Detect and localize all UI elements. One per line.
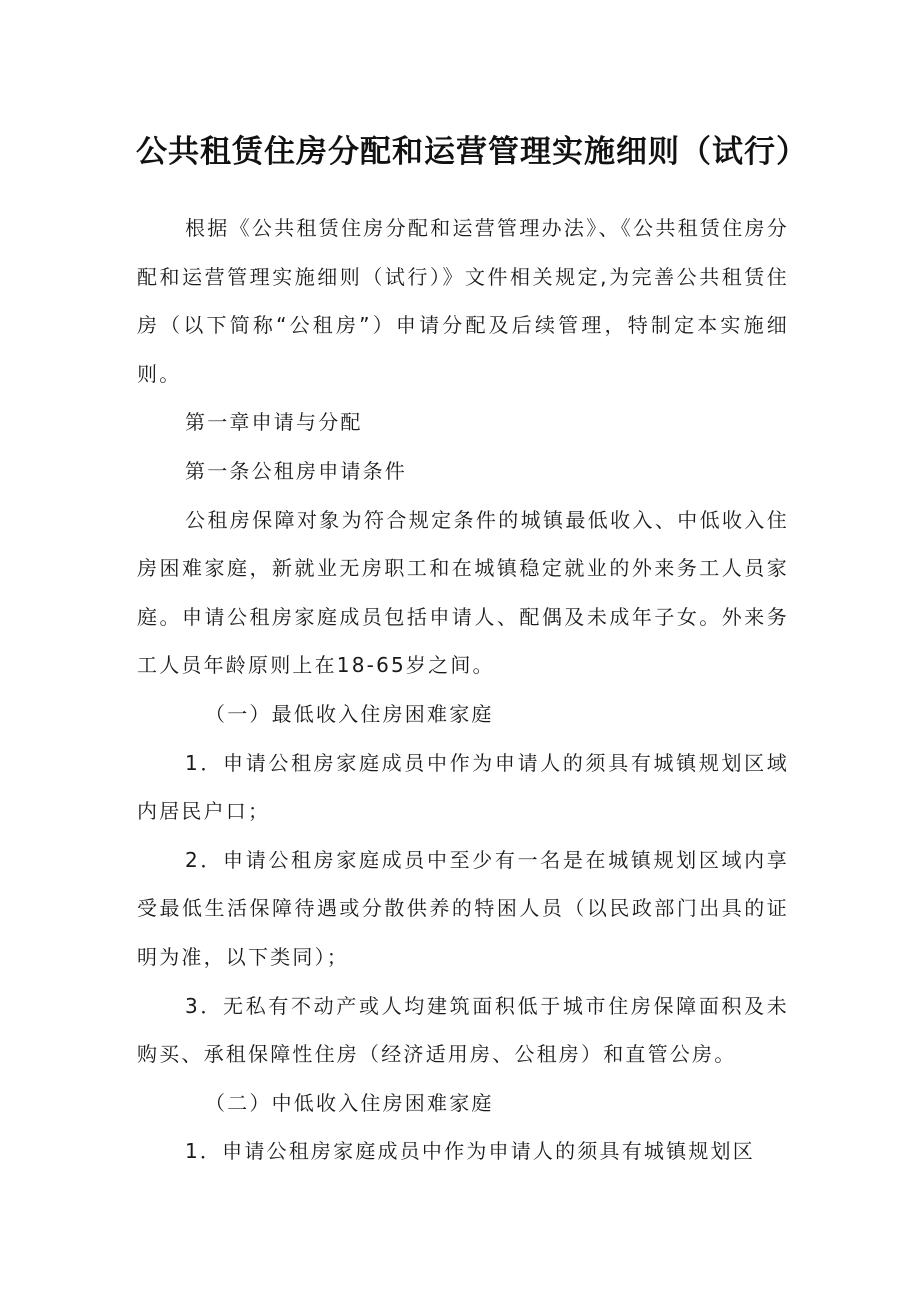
intro-paragraph: 根据《公共租赁住房分配和运营管理办法》、《公共租赁住房分配和运营管理实施细则（试行）》文件相关规定,为完善公共租赁住房（以下简称“公租房”）申请分配及后续管理，特制定本实施细则。 — [137, 216, 789, 386]
document-title: 公共租赁住房分配和运营管理实施细则（试行） — [136, 134, 808, 170]
list-item: 3．无私有不动产或人均建筑面积低于城市住房保障面积及未购买、承租保障性住房（经济适用房、公租房）和直管公房。 — [137, 993, 789, 1067]
list-item: 1．申请公租房家庭成员中作为申请人的须具有城镇规划区域内居民户口； — [137, 750, 789, 824]
chapter-heading: 第一章申请与分配 — [185, 410, 363, 435]
list-item: 2．申请公租房家庭成员中至少有一名是在城镇规划区域内享受最低生活保障待遇或分散供养的特困人员（以民政部门出具的证明为准，以下类同）； — [137, 847, 789, 969]
section-heading-lowest-income: （一）最低收入住房困难家庭 — [205, 701, 494, 726]
eligibility-paragraph: 公租房保障对象为符合规定条件的城镇最低收入、中低收入住房困难家庭，新就业无房职工和在城镇稳定就业的外来务工人员家庭。申请公租房家庭成员包括申请人、配偶及未成年子女。外来务工人员年龄原则上在18-65岁之间。 — [137, 507, 789, 678]
list-item: 1．申请公租房家庭成员中作为申请人的须具有城镇规划区 — [185, 1139, 755, 1164]
document-body — [137, 204, 789, 1176]
article-heading: 第一条公租房申请条件 — [185, 458, 407, 483]
section-heading-low-middle-income: （二）中低收入住房困难家庭 — [205, 1090, 494, 1115]
